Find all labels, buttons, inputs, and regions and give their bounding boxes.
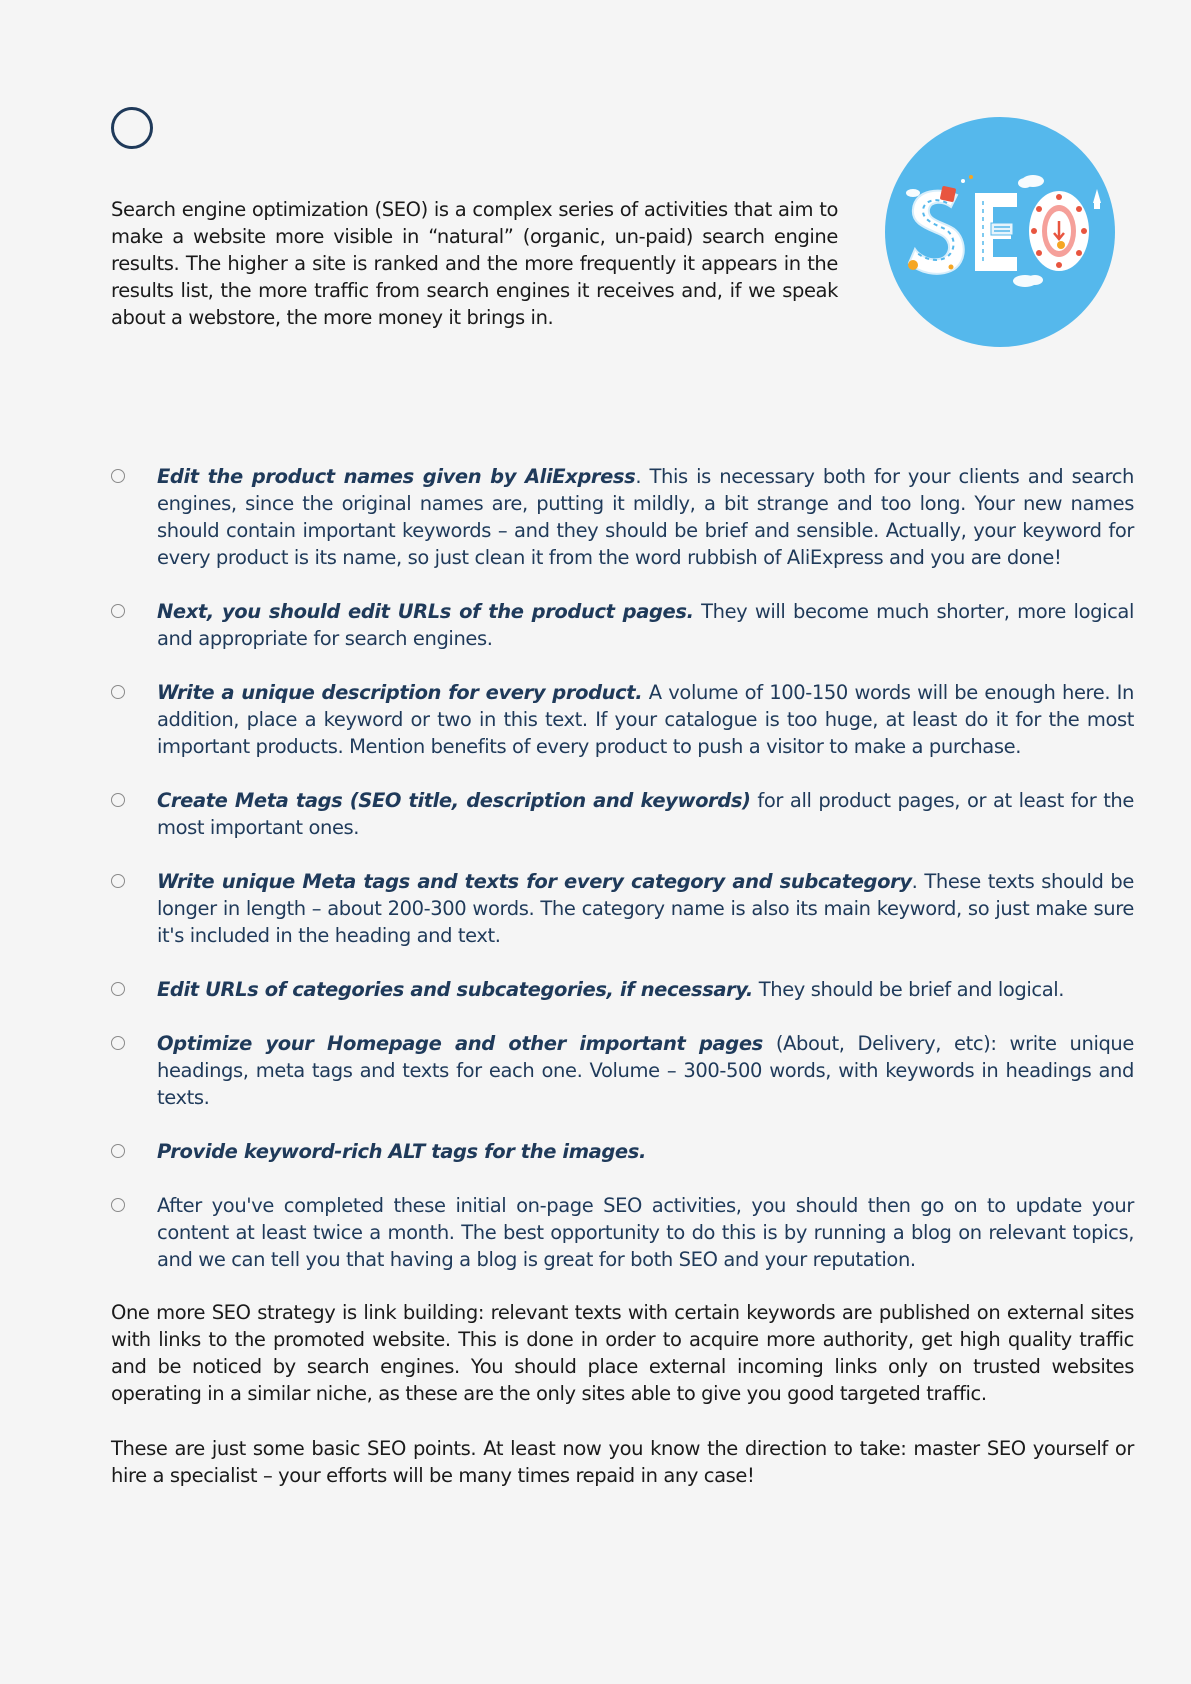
item-text: . These texts should be longer in length – about 200-300 words. The category name is also its main keyword, so just make sure it's included in the heading and text.	[157, 870, 1134, 947]
item-heading: Write a unique description for every product.	[157, 681, 643, 704]
link-building-paragraph: One more SEO strategy is link building: relevant texts with certain keywords are published on external sites with links to the promoted website. This is done in order to acquire more authority, get high quality traffic and be noticed by search engines. You should place external incoming links only on trusted websites operating in a similar niche, as these are the only sites able to give you good targeted traffic.	[111, 1301, 1134, 1405]
list-item	[111, 463, 1134, 571]
list-item	[111, 1192, 1134, 1273]
item-text: They will become much shorter, more logical and appropriate for search engines.	[157, 600, 1134, 650]
item-heading: Next, you should edit URLs of the product pages.	[157, 600, 694, 623]
circle-bullet-icon	[111, 1198, 125, 1212]
list-item	[111, 598, 1134, 652]
header-circle-icon	[111, 107, 153, 149]
list-item	[111, 1030, 1134, 1111]
item-heading: Create Meta tags (SEO title, description and keywords)	[157, 789, 751, 812]
list-item	[111, 868, 1134, 949]
item-text: . This is necessary both for your clients and search engines, since the original names are, putting it mildly, a bit strange and too long. Your new names should contain important keywords – and they should be brief and sensible. Actually, your keyword for every product is its name, so just clean it from the word rubbish of AliExpress and you are done!	[157, 465, 1134, 569]
circle-bullet-icon	[111, 604, 125, 618]
circle-bullet-icon	[111, 469, 125, 483]
item-text: After you've completed these initial on-page SEO activities, you should then go on to update your content at least twice a month. The best opportunity to do this is by running a blog on relevant topics, and we can tell you that having a blog is great for both SEO and your reputation.	[157, 1194, 1134, 1271]
list-item	[111, 976, 1134, 1003]
item-heading: Write unique Meta tags and texts for every category and subcategory	[157, 870, 912, 893]
summary-paragraph: These are just some basic SEO points. At least now you know the direction to take: master SEO yourself or hire a specialist – your efforts will be many times repaid in any case!	[111, 1437, 1134, 1487]
seo-logo-icon	[885, 117, 1115, 347]
circle-bullet-icon	[111, 793, 125, 807]
seo-checklist	[111, 463, 1134, 1300]
circle-bullet-icon	[111, 685, 125, 699]
list-item	[111, 787, 1134, 841]
item-text: A volume of 100-150 words will be enough here. In addition, place a keyword or two in this text. If your catalogue is too huge, at least do it for the most important products. Mention benefits of every product to push a visitor to make a purchase.	[157, 681, 1134, 758]
item-text: They should be brief and logical.	[752, 978, 1065, 1001]
item-heading: Edit URLs of categories and subcategories, if necessary.	[157, 978, 753, 1001]
circle-bullet-icon	[111, 1036, 125, 1050]
item-text: (About, Delivery, etc): write unique headings, meta tags and texts for each one. Volume – 300-500 words, with keywords in headings and texts.	[157, 1032, 1134, 1109]
item-heading: Edit the product names given by AliExpress	[157, 465, 636, 488]
circle-bullet-icon	[111, 982, 125, 996]
circle-bullet-icon	[111, 1144, 125, 1158]
item-text: for all product pages, or at least for the most important ones.	[157, 789, 1134, 839]
item-heading: Optimize your Homepage and other important pages	[157, 1032, 763, 1055]
item-heading: Provide keyword-rich ALT tags for the images.	[157, 1140, 646, 1163]
list-item	[111, 1138, 1134, 1165]
list-item	[111, 679, 1134, 760]
intro-paragraph: Search engine optimization (SEO) is a complex series of activities that aim to make a website more visible in “natural” (organic, un-paid) search engine results. The higher a site is ranked and the more frequently it appears in the results list, the more traffic from search engines it receives and, if we speak about a webstore, the more money it brings in.	[111, 198, 838, 329]
circle-bullet-icon	[111, 874, 125, 888]
